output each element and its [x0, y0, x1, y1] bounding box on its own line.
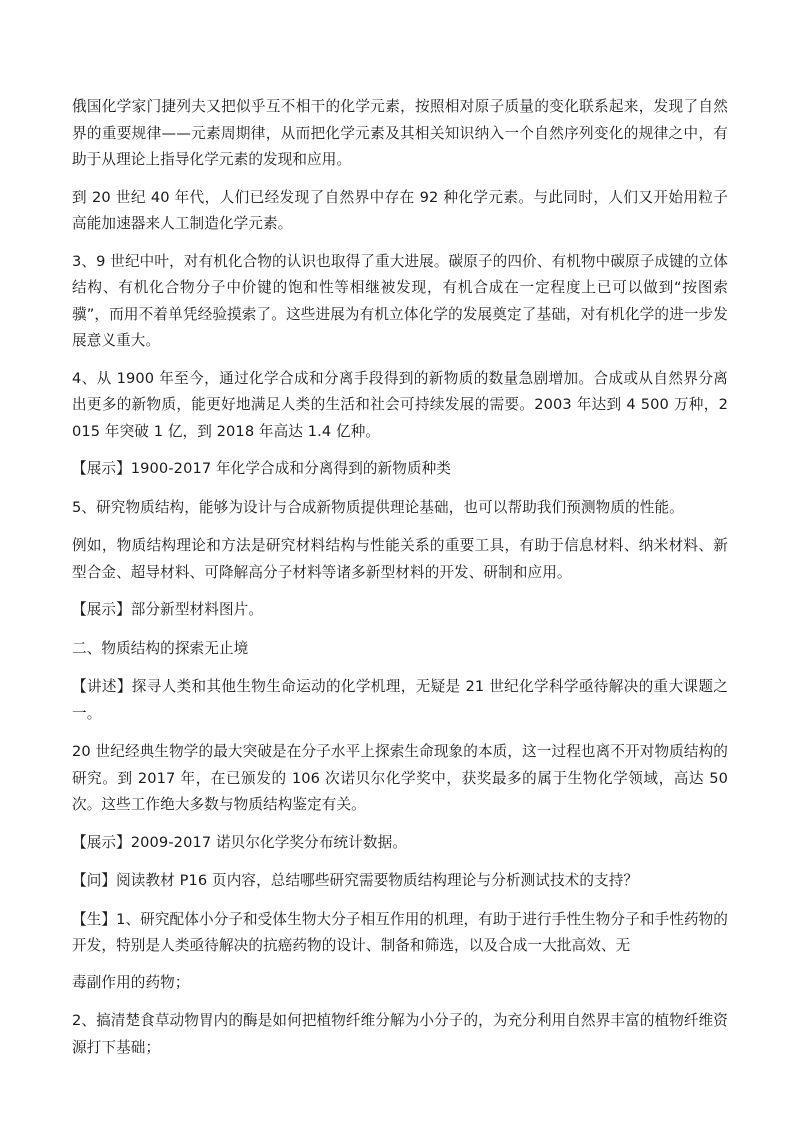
paragraph-show-materials: 【展示】部分新型材料图片。 [72, 601, 264, 618]
paragraph-new-substances-growth: 4、从 1900 年至今，通过化学合成和分离手段得到的新物质的数量急剧增加。合成或从自然界分离出更多的新物质，能更好地满足人类的生活和社会可持续发展的需要。2003 年达到 4 500 万种，2015 年突破 1 亿，到 2018 年高达 1.4 亿种。 [72, 369, 728, 440]
paragraph-show-new-substances: 【展示】1900-2017 年化学合成和分离得到的新物质种类 [72, 460, 452, 477]
paragraph-lecture-life-chemistry: 【讲述】探寻人类和其他生物生命运动的化学机理，无疑是 21 世纪化学科学亟待解决的重大课题之一。 [72, 678, 728, 722]
paragraph-student-answer-1-cont: 毒副作用的药物； [72, 973, 190, 991]
paragraph-organic-chemistry-progress: 3、9 世纪中叶，对有机化合物的认识也取得了重大进展。碳原子的四价、有机物中碳原子成键的立体结构、有机化合物分子中价键的饱和性等相继被发现，有机合成在一定程度上已可以做到“按图索骥”，而用不着单凭经验摸索了。这些进展为有机立体化学的发展奠定了基础，对有机化学的进一步发展意义重大。 [72, 252, 728, 349]
paragraph-student-answer-2: 2、搞清楚食草动物胃内的酶是如何把植物纤维分解为小分子的，为充分利用自然界丰富的植物纤维资源打下基础； [72, 1012, 728, 1056]
section-heading-structure-exploration: 二、物质结构的探索无止境 [72, 639, 249, 657]
paragraph-mendeleev-periodic-law: 俄国化学家门捷列夫又把似乎互不相干的化学元素，按照相对原子质量的变化联系起来，发现了自然界的重要规律——元素周期律，从而把化学元素及其相关知识纳入一个自然序列变化的规律之中，有助于从理论上指导化学元素的发现和应用。 [72, 98, 728, 168]
paragraph-show-nobel-data: 【展示】2009-2017 诺贝尔化学奖分布统计数据。 [72, 833, 407, 851]
document-page [72, 94, 733, 1072]
paragraph-student-answer-1: 【生】1、研究配体小分子和受体生物大分子相互作用的机理，有助于进行手性生物分子和手性药物的开发，特别是人类亟待解决的抗癌药物的设计、制备和筛选，以及合成一大批高效、无 [72, 910, 728, 954]
paragraph-structure-research: 5、研究物质结构，能够为设计与合成新物质提供理论基础，也可以帮助我们预测物质的性能。 [72, 498, 684, 516]
paragraph-question: 【问】阅读教材 P16 页内容，总结哪些研究需要物质结构理论与分析测试技术的支持？ [72, 872, 639, 889]
paragraph-biology-breakthrough: 20 世纪经典生物学的最大突破是在分子水平上探索生命现象的本质，这一过程也离不开对物质结构的研究。到 2017 年，在已颁发的 106 次诺贝尔化学奖中，获奖最多的属于生物化学领域，高达 50 次。这些工作绝大多数与物质结构鉴定有关。 [72, 743, 733, 813]
paragraph-materials-example: 例如，物质结构理论和方法是研究材料结构与性能关系的重要工具，有助于信息材料、纳米材料、新型合金、超导材料、可降解高分子材料等诸多新型材料的开发、研制和应用。 [72, 537, 728, 581]
paragraph-92-elements: 到 20 世纪 40 年代，人们已经发现了自然界中存在 92 种化学元素。与此同时，人们又开始用粒子高能加速器来人工制造化学元素。 [72, 188, 728, 232]
